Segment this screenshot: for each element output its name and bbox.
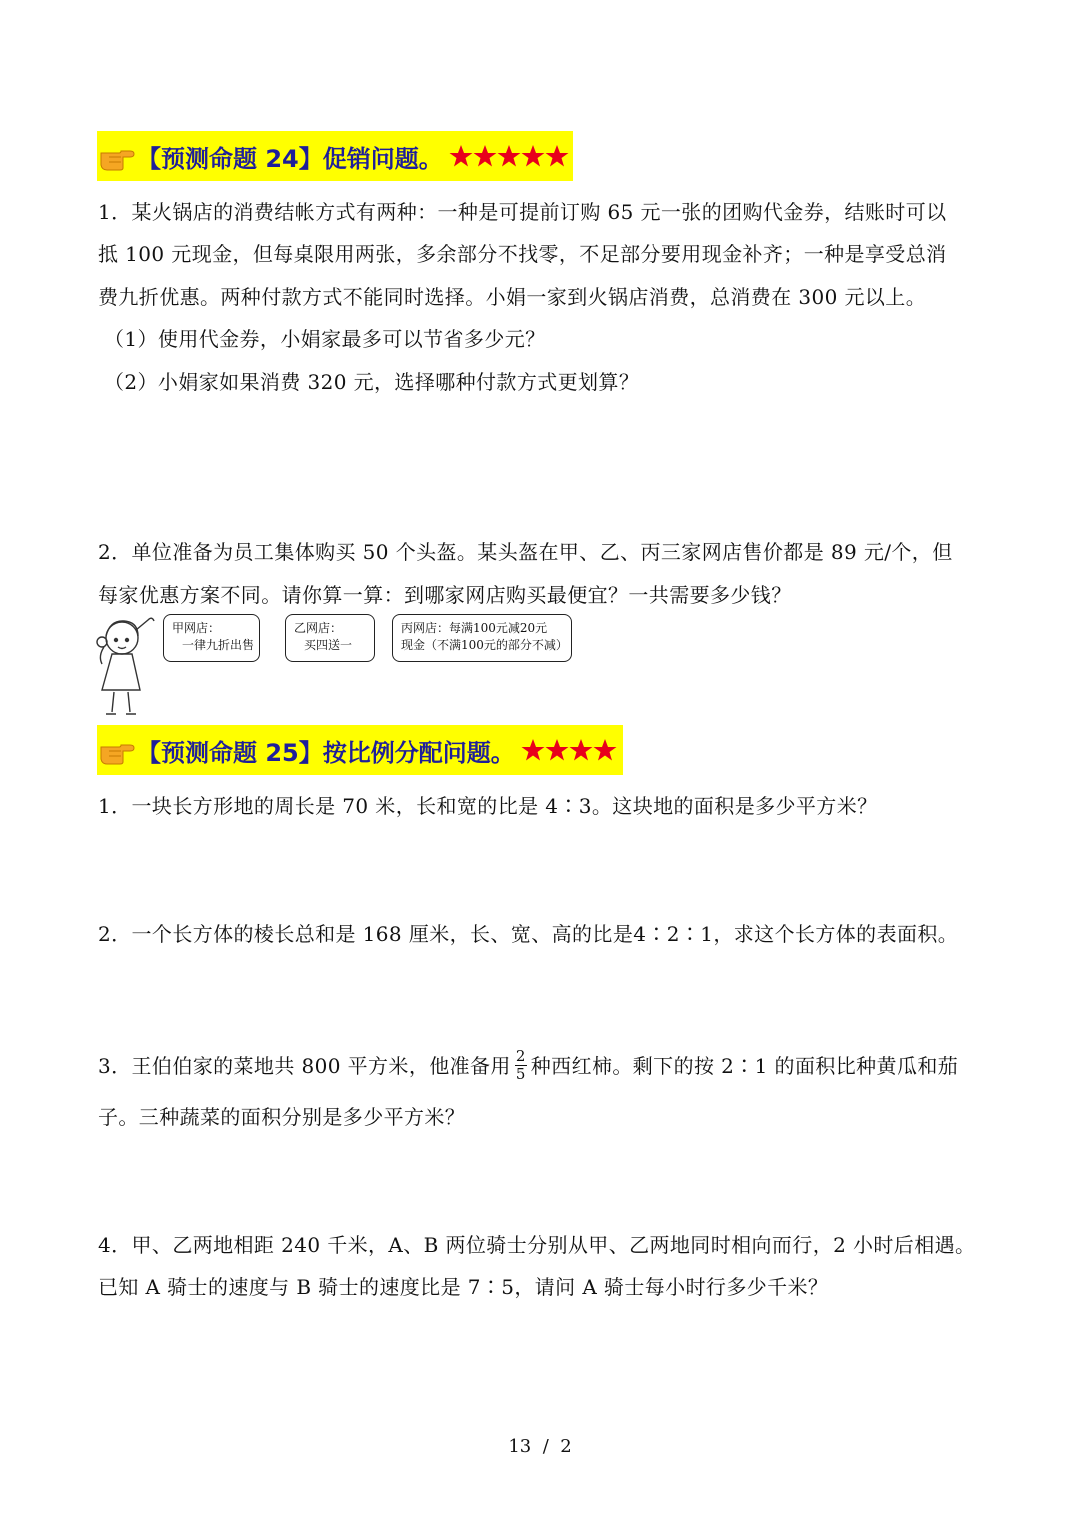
girl-illustration [92, 612, 158, 724]
star-icon [545, 144, 569, 168]
store-card-yi [285, 614, 375, 662]
section-title: 【预测命题 25】按比例分配问题。 [137, 738, 515, 767]
store-card-jia [163, 614, 260, 662]
pointing-hand-icon [99, 735, 135, 765]
store-offer: 买四送一 [304, 638, 353, 652]
pointing-hand-icon [99, 141, 135, 171]
store-name: 丙网店：每满100元减20元 [401, 621, 548, 635]
problem-text-line: 1．一块长方形地的周长是 70 米，长和宽的比是 4∶3。这块地的面积是多少平方米？ [98, 794, 878, 818]
fraction-numerator: 2 [515, 1047, 526, 1065]
problem-text-line [98, 1046, 958, 1086]
section-title: 【预测命题 24】促销问题。 [137, 144, 443, 173]
star-icon [521, 738, 545, 762]
problem-text-line: 子。三种蔬菜的面积分别是多少平方米？ [98, 1105, 466, 1129]
problem-text-line: 4．甲、乙两地相距 240 千米，A、B 两位骑士分别从甲、乙两地同时相向而行，2 小时后相遇。 [98, 1233, 976, 1257]
problem-text-line: 每家优惠方案不同。请你算一算：到哪家网店购买最便宜？一共需要多少钱？ [98, 583, 792, 607]
problem-text-line: 2．单位准备为员工集体购买 50 个头盔。某头盔在甲、乙、丙三家网店售价都是 89 元/个，但 [98, 540, 953, 564]
problem-text-line: 2．一个长方体的棱长总和是 168 厘米，长、宽、高的比是4∶2∶1，求这个长方体的表面积。 [98, 922, 959, 946]
problem-text-line: 1．某火锅店的消费结帐方式有两种：一种是可提前订购 65 元一张的团购代金券，结账时可以 [98, 200, 947, 224]
store-name: 乙网店： [294, 621, 343, 635]
store-card-bing [392, 614, 572, 662]
problem-text-line: 费九折优惠。两种付款方式不能同时选择。小娟一家到火锅店消费，总消费在 300 元以上。 [98, 285, 927, 309]
fraction [515, 1049, 527, 1082]
problem-text-segment: 种西红柿。剩下的按 2∶1 的面积比种黄瓜和茄 [530, 1054, 959, 1078]
star-icon [593, 738, 617, 762]
star-icon [521, 144, 545, 168]
fraction-denominator: 5 [515, 1065, 526, 1083]
problem-text-line: 抵 100 元现金，但每桌限用两张，多余部分不找零，不足部分要用现金补齐；一种是享受总消 [98, 242, 947, 266]
page-number: 13 / 2 [508, 1436, 572, 1457]
section-header-25 [97, 725, 623, 775]
star-icon [473, 144, 497, 168]
problem-text-line: 已知 A 骑士的速度与 B 骑士的速度比是 7∶5，请问 A 骑士每小时行多少千米？ [98, 1275, 829, 1299]
store-name: 甲网店： [172, 621, 221, 635]
star-icon [569, 738, 593, 762]
sub-question: （2）小娟家如果消费 320 元，选择哪种付款方式更划算？ [104, 370, 640, 394]
section-header-24 [97, 131, 573, 181]
store-offer: 现金（不满100元的部分不减） [401, 638, 568, 652]
rating-stars [521, 738, 617, 762]
store-offer: 一律九折出售 [182, 638, 255, 652]
problem-text-segment: 3．王伯伯家的菜地共 800 平方米，他准备用 [98, 1054, 511, 1078]
star-icon [449, 144, 473, 168]
star-icon [497, 144, 521, 168]
rating-stars [449, 144, 569, 168]
star-icon [545, 738, 569, 762]
sub-question: （1）使用代金券，小娟家最多可以节省多少元？ [104, 327, 546, 351]
